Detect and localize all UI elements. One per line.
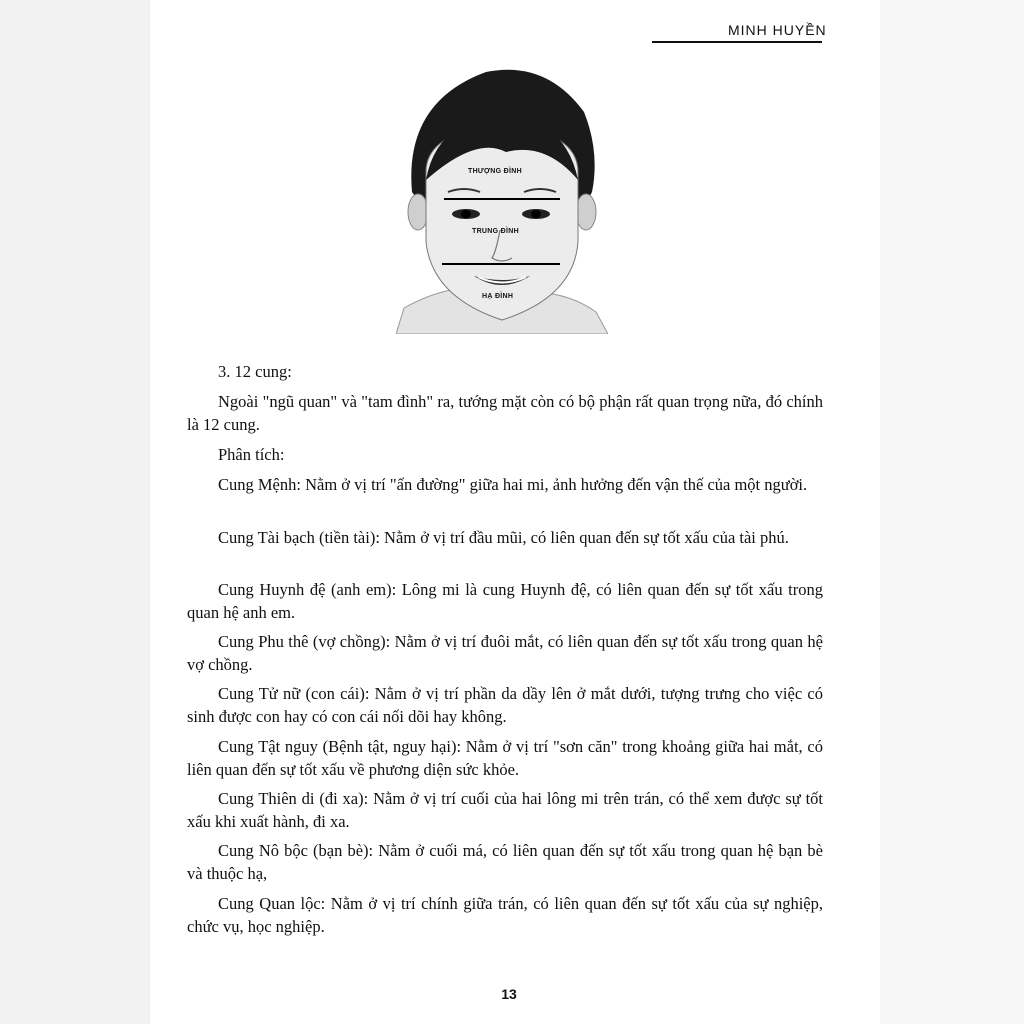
paragraph-text: Cung Thiên di (đi xa): Nằm ở vị trí cuối của hai lông mi trên trán, có thể xem được sự tốt xấu khi xuất hành, đi xa. xyxy=(187,788,823,831)
paragraph-text: Cung Nô bộc (bạn bè): Nằm ở cuối má, có liên quan đến sự tốt xấu trong quan hệ bạn bè và thuộc hạ, xyxy=(187,840,823,883)
upper-zone-label: THƯỢNG ĐÌNH xyxy=(468,168,522,175)
paragraph-text: Cung Phu thê (vợ chồng): Nằm ở vị trí đuôi mắt, có liên quan đến sự tốt xấu trong quan hệ vợ chồng. xyxy=(187,631,823,674)
running-header-author: MINH HUYỀN xyxy=(728,22,827,38)
paragraph-text: Cung Quan lộc: Nằm ở vị trí chính giữa trán, có liên quan đến sự tốt xấu của sự nghiệp, chức vụ, học nghiệp. xyxy=(187,893,823,936)
section-title-text: 3. 12 cung: xyxy=(218,361,292,381)
paragraph-text: Phân tích: xyxy=(218,444,285,464)
face-illustration xyxy=(396,62,608,334)
paragraph-text: Cung Huynh đệ (anh em): Lông mi là cung Huynh đệ, có liên quan đến sự tốt xấu trong quan hệ anh em. xyxy=(187,579,823,622)
paragraph-text: Ngoài "ngũ quan" và "tam đình" ra, tướng mặt còn có bộ phận rất quan trọng nữa, đó chính là 12 cung. xyxy=(187,391,823,434)
page-number: 13 xyxy=(501,986,517,1002)
paragraph-cung-tai-bach xyxy=(187,509,823,565)
paragraph-text: Cung Tật nguy (Bệnh tật, nguy hại): Nằm ở vị trí "sơn căn" trong khoảng giữa hai mắt, có liên quan đến sự tốt xấu về phương diện sức khỏe. xyxy=(187,736,823,779)
lower-zone-label: HẠ ĐÌNH xyxy=(482,293,514,300)
header-rule xyxy=(652,41,822,43)
paragraph-cung-quan-loc xyxy=(187,875,823,954)
paragraph-text: Cung Tử nữ (con cái): Nằm ở vị trí phần da dầy lên ở mắt dưới, tượng trưng cho việc có sinh được con hay có con cái nối dõi hay không. xyxy=(187,683,823,726)
paragraph-text: Cung Mệnh: Nằm ở vị trí "ấn đường" giữa hai mi, ảnh hưởng đến vận thế của một người. xyxy=(218,474,808,494)
paragraph-cung-menh xyxy=(187,456,823,512)
paragraph-text: Cung Tài bạch (tiền tài): Nằm ở vị trí đầu mũi, có liên quan đến sự tốt xấu của tài phú. xyxy=(218,527,789,547)
middle-zone-label: TRUNG ĐÌNH xyxy=(472,228,519,235)
page-edge xyxy=(880,0,1024,1024)
